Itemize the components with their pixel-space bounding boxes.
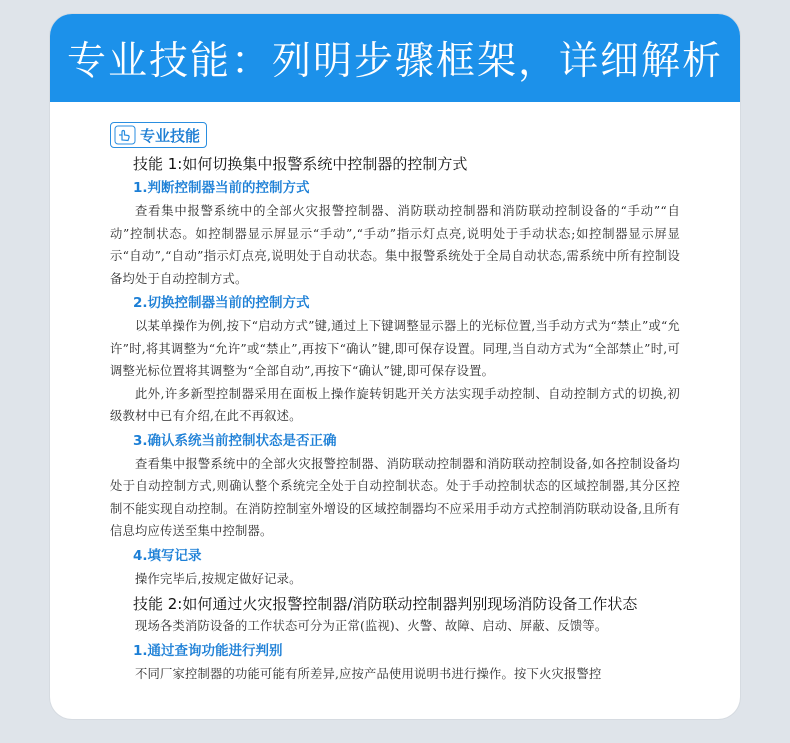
skill2-title [110,594,680,615]
skill1-title: 技能 1:如何切换集中报警系统中控制器的控制方式 [133,155,468,173]
skill2-item1-para1: 不同厂家控制器的功能可能有所差异,应按产品使用说明书进行操作。按下火灾报警控 [135,666,602,681]
skill2-item1-heading: 1.通过查询功能进行判别 [133,642,283,659]
banner-title: 专业技能：列明步骤框架，详细解析 [66,39,723,84]
hand-pointer-icon [114,125,136,145]
skill1-item3-para1: 查看集中报警系统中的全部火灾报警控制器、消防联动控制器和消防联动控制设备,如各控制设备均处于自动控制方式,则确认整个系统完全处于自动控制状态。处于手动控制状态的区域控制器,其分区控制不能实现自动控制。在消防控制室外增设的区域控制器均不应采用手动方式控制消防联动设备,且所有信息均应传送至集中控制器。 [110,456,680,538]
skill1-item2-para2: 此外,许多新型控制器采用在面板上操作旋转钥匙开关方法实现手动控制、自动控制方式的切换,初级教材中已有介绍,在此不再叙述。 [110,386,680,423]
skill1-item2-heading: 2.切换控制器当前的控制方式 [133,295,310,311]
skill1-item4-heading: 4.填写记录 [133,547,202,564]
skill1-item1-heading: 1.判断控制器当前的控制方式 [133,180,310,196]
section-tag-label: 专业技能 [140,126,201,145]
skill1-item3-heading: 3.确认系统当前控制状态是否正确 [133,432,337,449]
article-body [110,122,680,685]
skill2-title-text: 技能 2:如何通过火灾报警控制器/消防联动控制器判别现场消防设备工作状态 [133,595,638,613]
content-card [50,14,740,719]
skill1-item1-para1: 查看集中报警系统中的全部火灾报警控制器、消防联动控制器和消防联动控制设备的“手动”“自动”控制状态。如控制器显示屏显示“手动”,“手动”指示灯点亮,说明处于手动状态;如控制器显示屏显示“自动”,“自动”指示灯点亮,说明处于自动状态。集中报警系统处于全局自动状态,需系统中所有控制设备均处于自动控制方式。 [110,204,680,286]
section-tag [110,122,680,148]
header-banner [50,14,740,102]
section-tag-box [110,122,207,148]
skill1-item2-para1: 以某单操作为例,按下“启动方式”键,通过上下键调整显示器上的光标位置,当手动方式为“禁止”或“允许”时,将其调整为“允许”或“禁止”,再按下“确认”键,即可保存设置。同理,当自动方式为“全部禁止”时,可调整光标位置将其调整为“全部自动”,再按下“确认”键,即可保存设置。 [110,319,680,378]
skill2-intro: 现场各类消防设备的工作状态可分为正常(监视)、火警、故障、启动、屏蔽、反馈等。 [135,619,608,633]
skill1-item4-para1: 操作完毕后,按规定做好记录。 [135,571,302,586]
